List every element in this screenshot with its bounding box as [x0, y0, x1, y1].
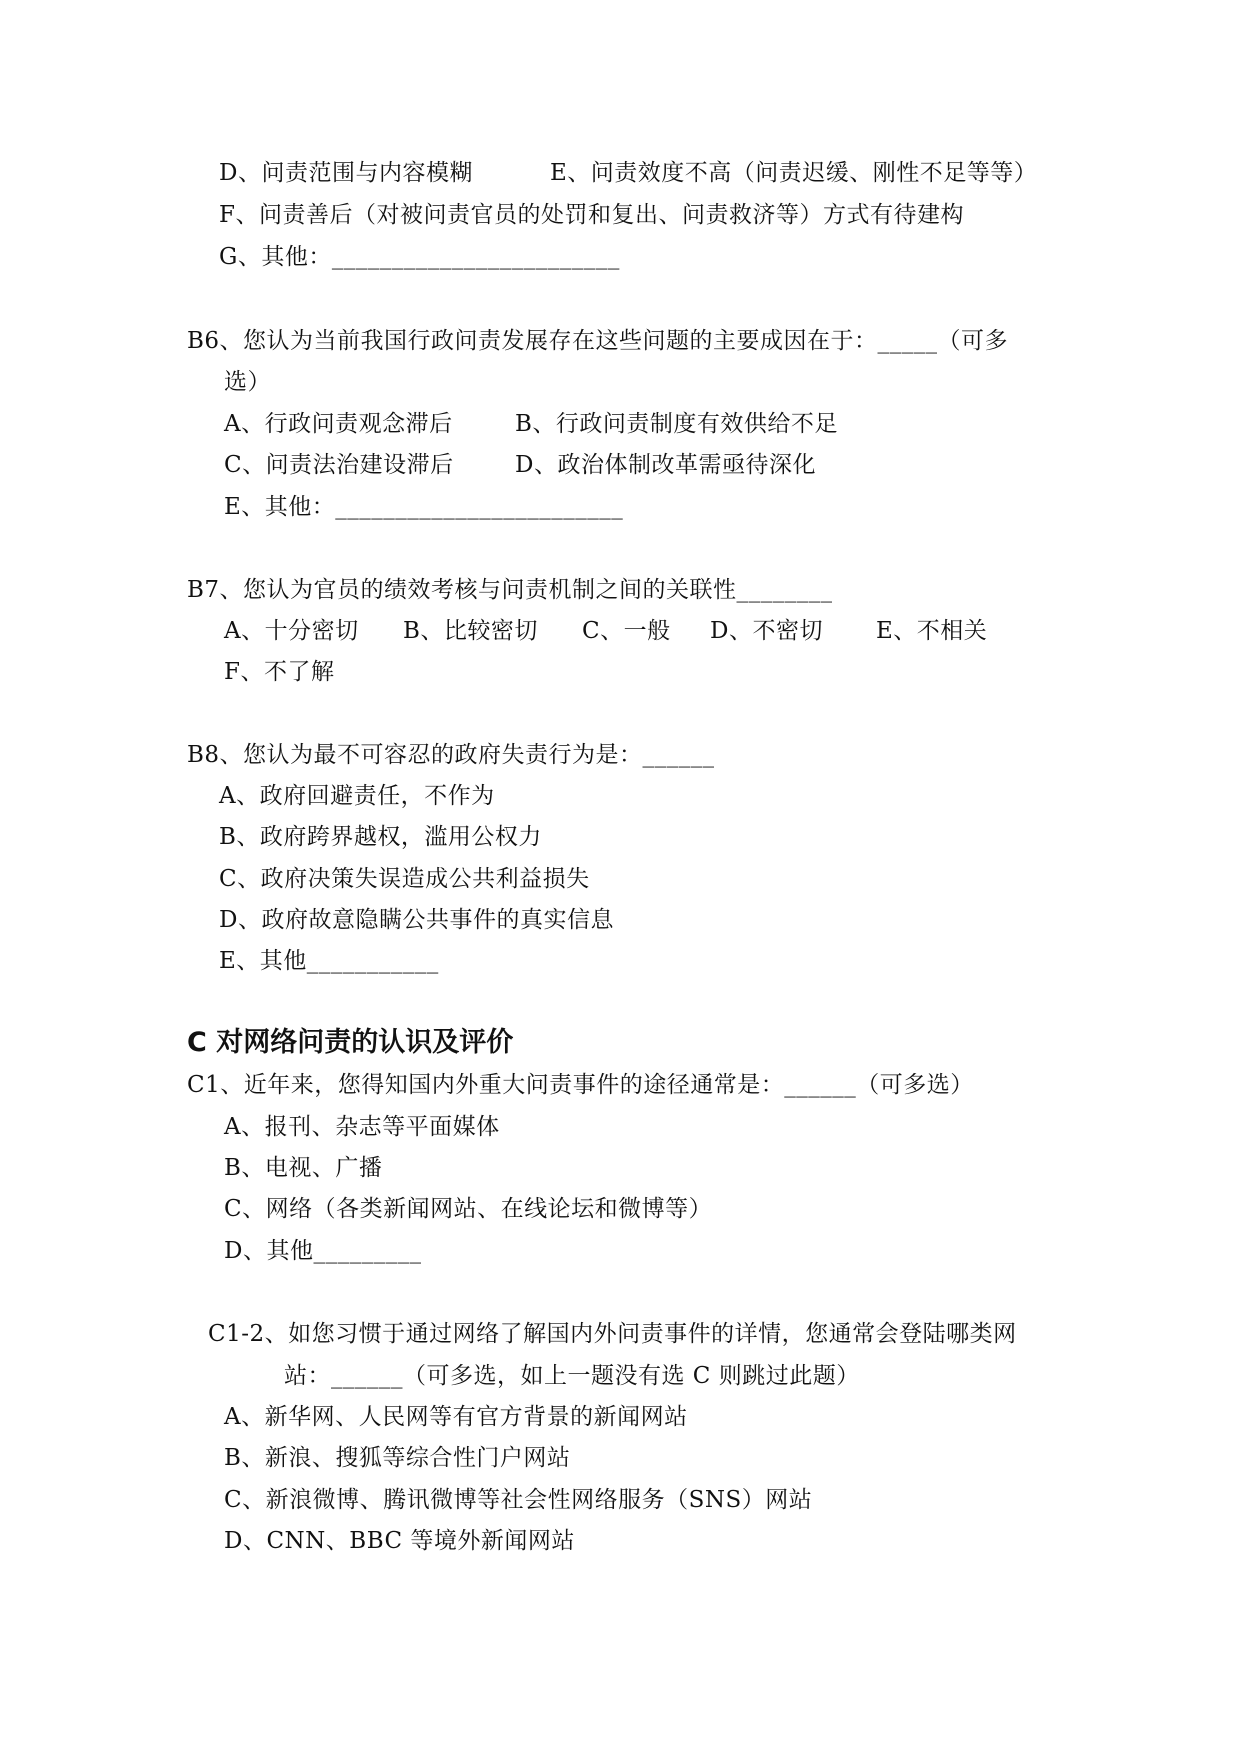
c1-2-option-a: A、新华网、人民网等有官方背景的新闻网站: [224, 1404, 688, 1430]
b6-option-b: B、行政问责制度有效供给不足: [515, 411, 838, 437]
b7-question: B7、您认为官员的绩效考核与问责机制之间的关联性________: [187, 577, 833, 603]
c1-option-d: D、其他_________: [224, 1238, 422, 1264]
b6-question-continued: 选）: [224, 369, 271, 395]
c1-2-option-c: C、新浪微博、腾讯微博等社会性网络服务（SNS）网站: [224, 1487, 813, 1513]
b5-option-d: D、问责范围与内容模糊: [219, 160, 473, 186]
b7-option-a: A、十分密切: [224, 618, 359, 644]
b7-option-d: D、不密切: [710, 618, 823, 644]
b7-option-f: F、不了解: [224, 659, 335, 685]
b8-option-a: A、政府回避责任，不作为: [219, 783, 495, 809]
b5-option-e: E、问责效度不高（问责迟缓、刚性不足等等）: [550, 160, 1038, 186]
b7-option-b: B、比较密切: [403, 618, 538, 644]
b6-question: B6、您认为当前我国行政问责发展存在这些问题的主要成因在于：_____（可多: [187, 328, 1009, 354]
section-c-heading: C 对网络问责的认识及评价: [187, 1027, 514, 1058]
b6-option-e: E、其他：________________________: [224, 494, 624, 520]
c1-2-option-d: D、CNN、BBC 等境外新闻网站: [224, 1528, 575, 1554]
b7-option-c: C、一般: [582, 618, 671, 644]
c1-option-a: A、报刊、杂志等平面媒体: [224, 1114, 500, 1140]
b8-option-d: D、政府故意隐瞒公共事件的真实信息: [219, 907, 614, 933]
b8-option-b: B、政府跨界越权，滥用公权力: [219, 824, 542, 850]
b6-option-a: A、行政问责观念滞后: [224, 411, 453, 437]
b7-option-e: E、不相关: [876, 618, 988, 644]
b8-option-c: C、政府决策失误造成公共利益损失: [219, 866, 590, 892]
b8-question: B8、您认为最不可容忍的政府失责行为是：______: [187, 742, 715, 768]
b6-option-d: D、政治体制改革需亟待深化: [515, 452, 816, 478]
c1-2-question: C1-2、如您习惯于通过网络了解国内外问责事件的详情，您通常会登陆哪类网: [208, 1321, 1017, 1347]
c1-question: C1、近年来，您得知国内外重大问责事件的途径通常是：______（可多选）: [187, 1072, 974, 1098]
b5-option-f: F、问责善后（对被问责官员的处罚和复出、问责救济等）方式有待建构: [219, 202, 964, 228]
b6-option-c: C、问责法治建设滞后: [224, 452, 454, 478]
c1-option-b: B、电视、广播: [224, 1155, 383, 1181]
b8-option-e: E、其他___________: [219, 948, 439, 974]
c1-option-c: C、网络（各类新闻网站、在线论坛和微博等）: [224, 1196, 713, 1222]
b5-option-g: G、其他：________________________: [219, 244, 620, 270]
c1-2-question-continued: 站：______（可多选，如上一题没有选 C 则跳过此题）: [284, 1363, 860, 1389]
c1-2-option-b: B、新浪、搜狐等综合性门户网站: [224, 1445, 571, 1471]
